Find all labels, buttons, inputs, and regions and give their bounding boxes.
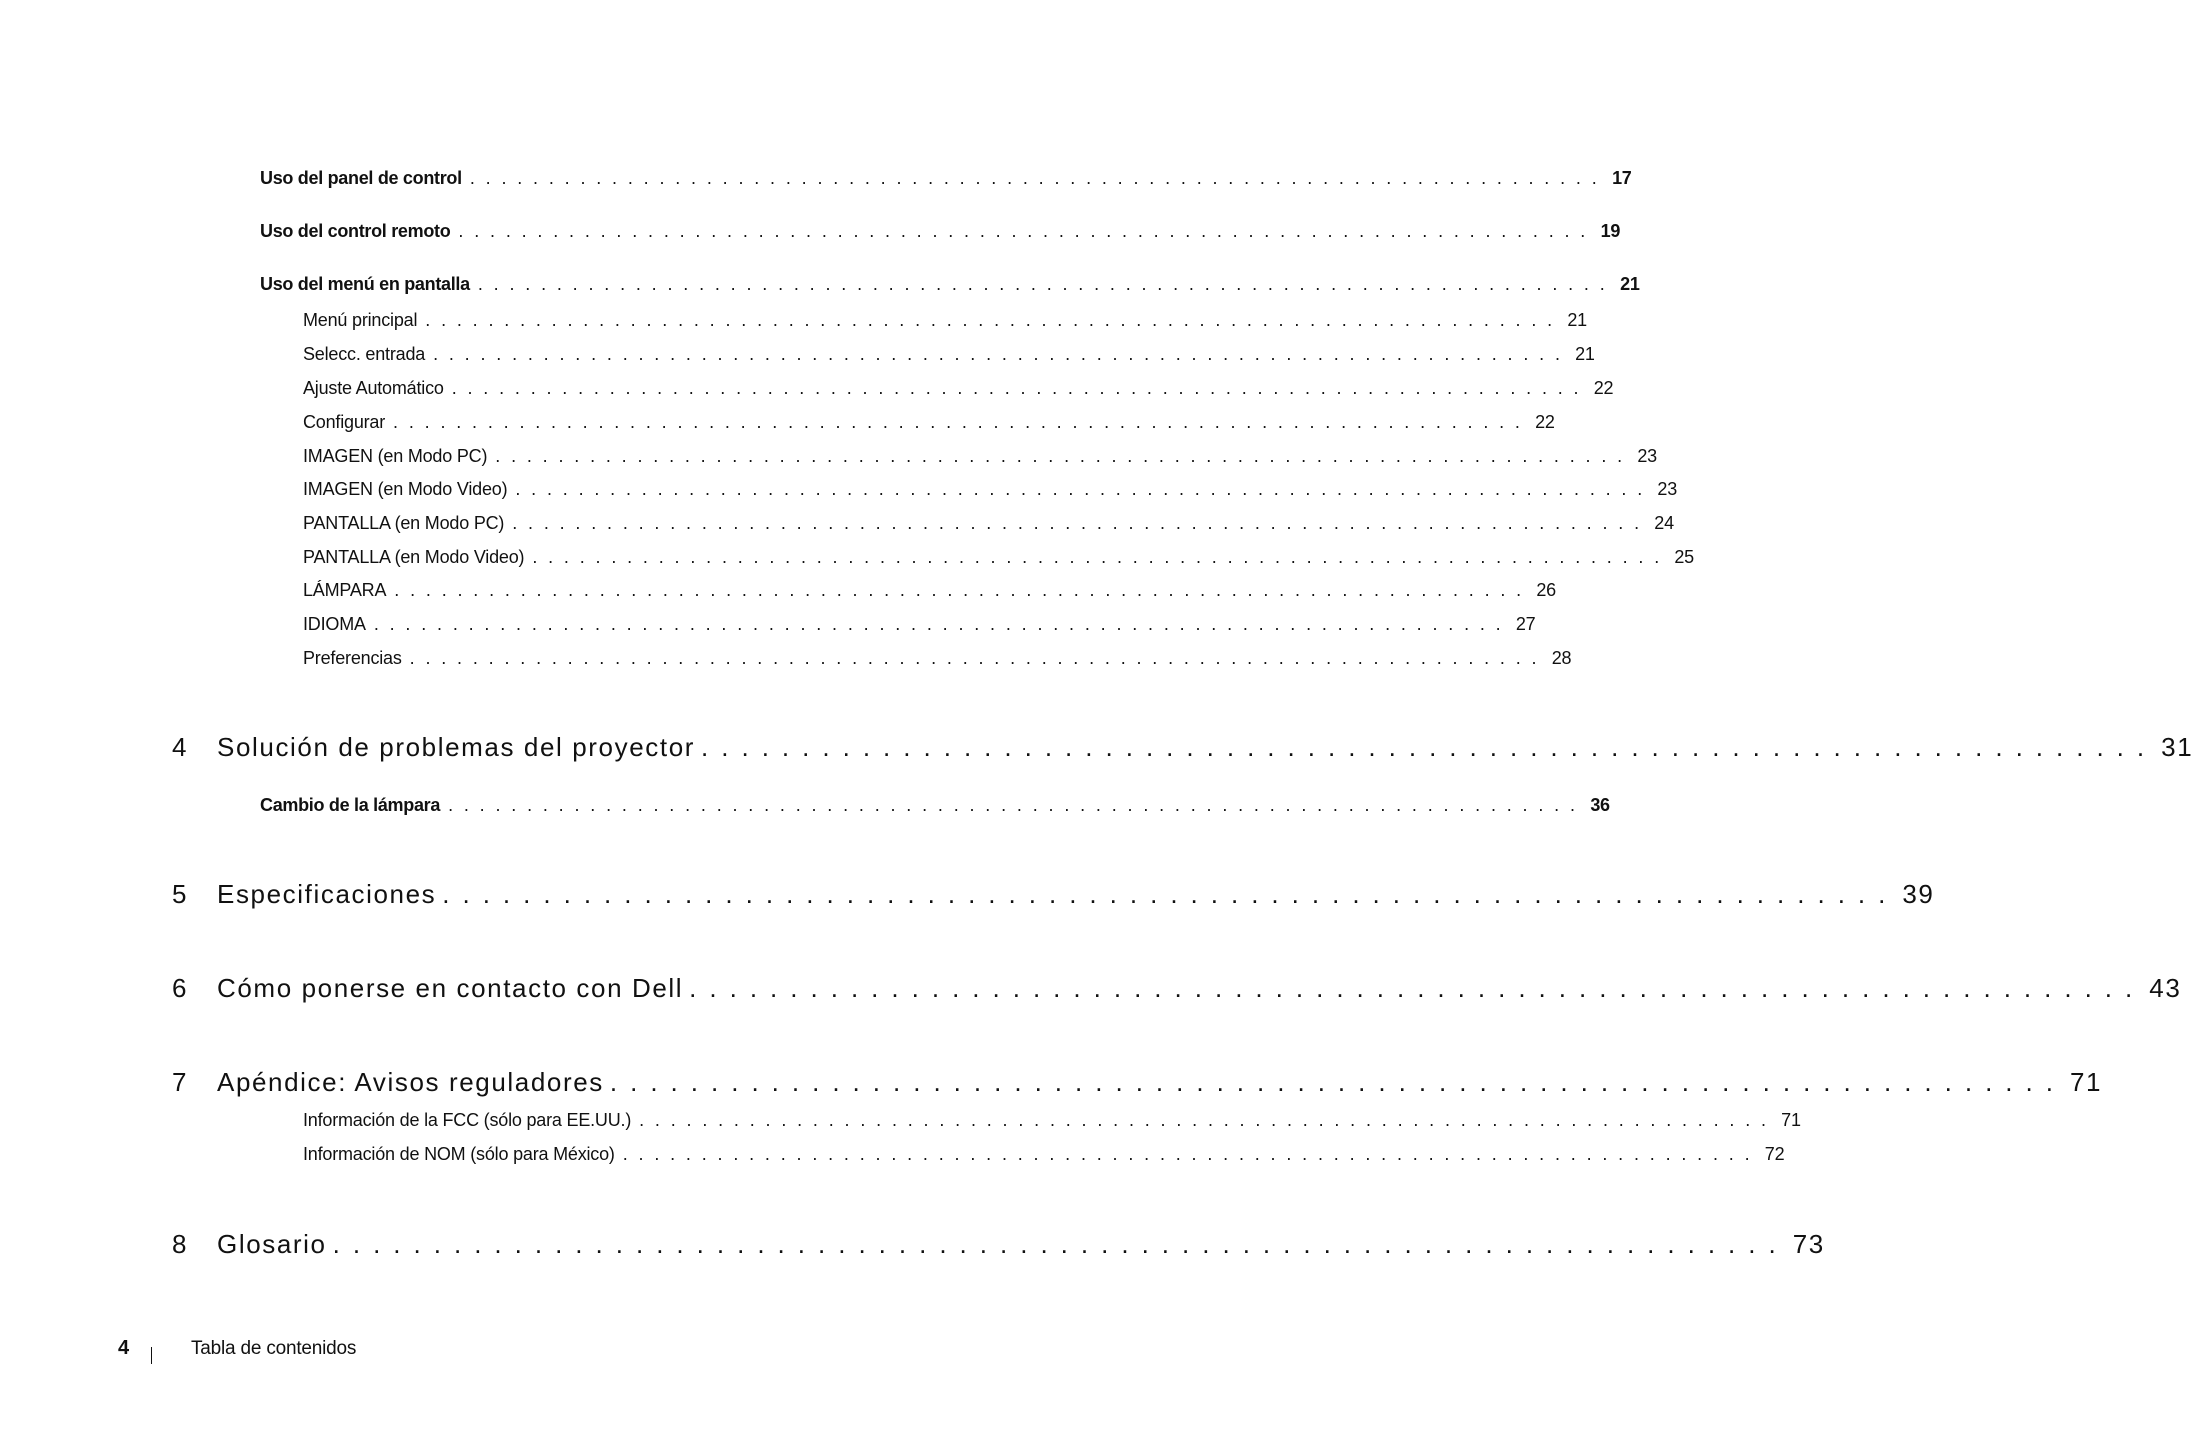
- chapter-page: 73: [1792, 1229, 1825, 1259]
- dot-leader: ........................................................................: [622, 1144, 1761, 1164]
- toc-entry-page: 17: [1612, 168, 1632, 188]
- dot-leader: ........................................................................: [442, 879, 1899, 909]
- dot-leader: ........................................................................: [409, 648, 1548, 668]
- toc-entry-lampara[interactable]: [303, 580, 1556, 601]
- toc-entry-page: 21: [1567, 310, 1587, 330]
- dot-leader: ........................................................................: [373, 614, 1512, 634]
- toc-entry-informacion-nom[interactable]: [303, 1144, 1785, 1165]
- dot-leader: ........................................................................: [701, 732, 2158, 762]
- toc-entry-uso-control-remoto[interactable]: [260, 221, 1621, 242]
- toc-entry-selecc-entrada[interactable]: [303, 344, 1595, 365]
- toc-entry-imagen-pc[interactable]: [303, 446, 1657, 467]
- toc-entry-uso-panel-control[interactable]: [260, 168, 1632, 189]
- toc-entry-informacion-fcc[interactable]: [303, 1110, 1801, 1131]
- toc-entry-label: Ajuste Automático: [303, 378, 444, 398]
- dot-leader: ........................................................................: [477, 274, 1616, 294]
- toc-entry-label: IDIOMA: [303, 614, 366, 634]
- dot-leader: ........................................................................: [609, 1067, 2066, 1097]
- chapter-number: 7: [172, 1067, 189, 1097]
- dot-leader: ........................................................................: [433, 344, 1571, 364]
- dot-leader: ........................................................................: [332, 1229, 1789, 1259]
- dot-leader: ........................................................................: [515, 479, 1654, 499]
- chapter-number: 4: [172, 732, 189, 762]
- dot-leader: ........................................................................: [394, 580, 1532, 600]
- chapter-page: 71: [2069, 1067, 2103, 1097]
- chapter-number: 6: [172, 973, 189, 1003]
- toc-entry-page: 27: [1515, 614, 1536, 634]
- toc-chapter-6[interactable]: [172, 973, 2182, 1004]
- toc-entry-imagen-video[interactable]: [303, 479, 1678, 500]
- chapter-page: 31: [2161, 732, 2193, 762]
- toc-chapter-7[interactable]: [172, 1067, 2103, 1098]
- chapter-number: 5: [172, 879, 189, 909]
- toc-entry-idioma[interactable]: [303, 614, 1536, 635]
- toc-entry-label: Uso del control remoto: [260, 221, 451, 241]
- toc-entry-menu-principal[interactable]: [303, 310, 1587, 331]
- toc-chapter-8[interactable]: [172, 1229, 1825, 1260]
- toc-entry-label: LÁMPARA: [303, 580, 387, 600]
- toc-entry-page: 25: [1674, 547, 1694, 567]
- toc-entry-label: Selecc. entrada: [303, 344, 426, 364]
- toc-entry-page: 19: [1600, 221, 1621, 241]
- toc-entry-label: Preferencias: [303, 648, 402, 668]
- toc-entry-label: Configurar: [303, 412, 386, 432]
- toc-entry-page: 24: [1654, 513, 1674, 533]
- chapter-page: 39: [1902, 879, 1935, 909]
- toc-entry-label: IMAGEN (en Modo PC): [303, 446, 488, 466]
- chapter-page: 43: [2149, 973, 2182, 1003]
- toc-entry-page: 23: [1657, 479, 1678, 499]
- toc-entry-label: Cambio de la lámpara: [260, 795, 441, 815]
- dot-leader: ........................................................................: [393, 412, 1531, 432]
- dot-leader: ........................................................................: [469, 168, 1608, 188]
- toc-chapter-4[interactable]: [172, 732, 2193, 763]
- chapter-title: Apéndice: Avisos reguladores: [217, 1067, 604, 1097]
- toc-chapter-5[interactable]: [172, 879, 1935, 910]
- chapter-title: Glosario: [217, 1229, 327, 1259]
- toc-entry-page: 21: [1620, 274, 1640, 294]
- dot-leader: ........................................................................: [458, 221, 1597, 241]
- toc-entry-label: Uso del panel de control: [260, 168, 462, 188]
- toc-entry-page: 23: [1637, 446, 1657, 466]
- toc-entry-label: PANTALLA (en Modo Video): [303, 547, 525, 567]
- footer-page-number: 4: [118, 1337, 130, 1359]
- dot-leader: ........................................................................: [425, 310, 1563, 330]
- dot-leader: ........................................................................: [532, 547, 1670, 567]
- toc-entry-page: 72: [1764, 1144, 1785, 1164]
- toc-entry-label: Uso del menú en pantalla: [260, 274, 470, 294]
- dot-leader: ........................................................................: [448, 795, 1586, 815]
- chapter-title: Solución de problemas del proyector: [217, 732, 696, 762]
- footer-divider: [151, 1347, 152, 1364]
- toc-entry-page: 21: [1575, 344, 1595, 364]
- toc-entry-page: 26: [1536, 580, 1556, 600]
- dot-leader: ........................................................................: [451, 378, 1590, 398]
- toc-entry-label: IMAGEN (en Modo Video): [303, 479, 508, 499]
- toc-entry-pantalla-video[interactable]: [303, 547, 1694, 568]
- toc-entry-label: Información de NOM (sólo para México): [303, 1144, 615, 1164]
- toc-entry-page: 22: [1593, 378, 1614, 398]
- toc-entry-page: 28: [1551, 648, 1572, 668]
- toc-entry-label: Menú principal: [303, 310, 418, 330]
- toc-entry-configurar[interactable]: [303, 412, 1555, 433]
- chapter-number: 8: [172, 1229, 189, 1259]
- dot-leader: ........................................................................: [639, 1110, 1777, 1130]
- chapter-title: Cómo ponerse en contacto con Dell: [217, 973, 684, 1003]
- dot-leader: ........................................................................: [495, 446, 1633, 466]
- toc-entry-cambio-lampara[interactable]: [260, 795, 1610, 816]
- toc-entry-ajuste-automatico[interactable]: [303, 378, 1614, 399]
- toc-entry-pantalla-pc[interactable]: [303, 513, 1674, 534]
- toc-entry-page: 22: [1535, 412, 1555, 432]
- dot-leader: ........................................................................: [689, 973, 2146, 1003]
- chapter-title: Especificaciones: [217, 879, 437, 909]
- toc-entry-label: PANTALLA (en Modo PC): [303, 513, 505, 533]
- toc-entry-label: Información de la FCC (sólo para EE.UU.): [303, 1110, 632, 1130]
- toc-entry-uso-menu-pantalla[interactable]: [260, 274, 1640, 295]
- toc-entry-page: 71: [1781, 1110, 1801, 1130]
- toc-entry-preferencias[interactable]: [303, 648, 1572, 669]
- toc-entry-page: 36: [1590, 795, 1610, 815]
- footer-section-title: Tabla de contenidos: [191, 1338, 357, 1359]
- dot-leader: ........................................................................: [512, 513, 1650, 533]
